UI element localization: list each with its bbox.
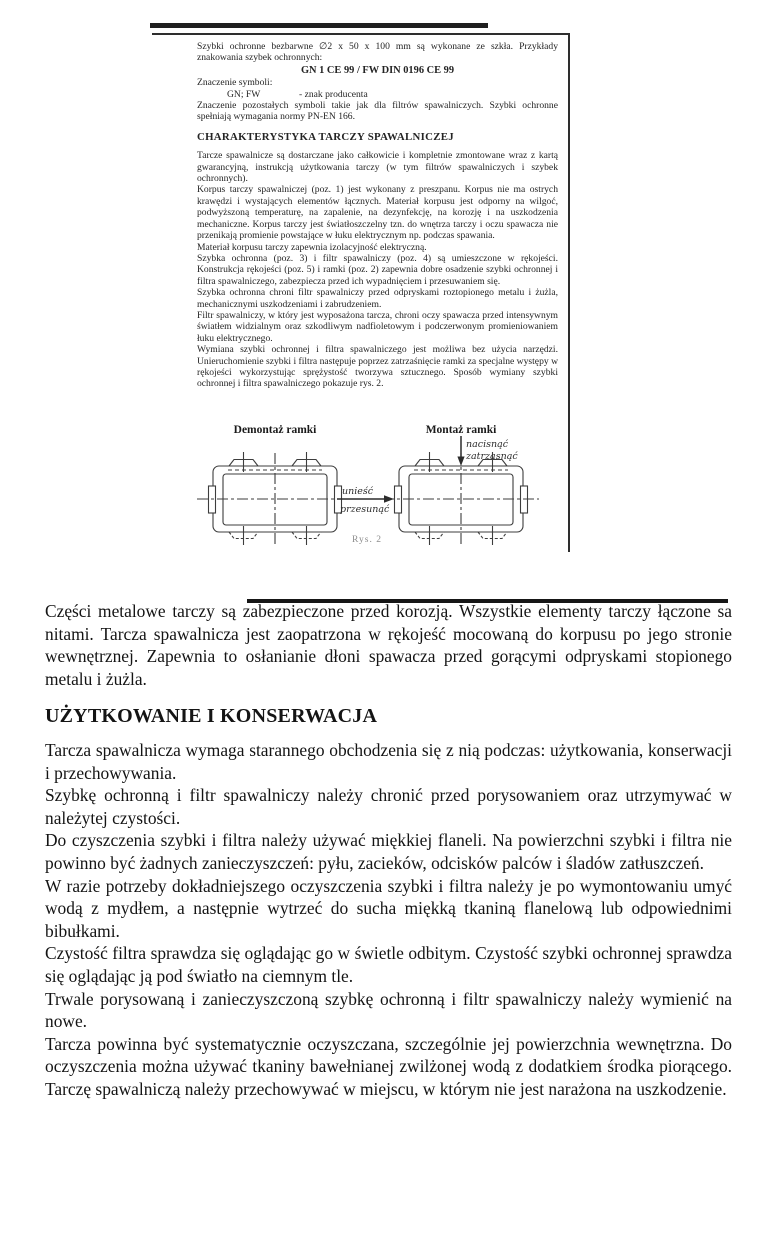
body-paragraph: Tarcza spawalnicza wymaga starannego obchodzenia się z nią podczas: użytkowania, konserwacji i przechowywania.: [45, 739, 732, 783]
lift-label-line1: unieść: [342, 486, 374, 497]
symbols-meaning: - znak producenta: [299, 88, 368, 100]
symbols-note: Znaczenie pozostałych symboli takie jak dla filtrów spawalniczych. Szybki ochronne spełniają wymagania normy PN-EN 166.: [197, 100, 558, 123]
press-arrow: [457, 436, 464, 466]
body-paragraph: Czystość filtra sprawdza się oglądając go w świetle odbitym. Czystość szybki ochronnej sprawdza się oglądając ją pod światło na ciemnym tle.: [45, 943, 732, 986]
body-paragraph: W razie potrzeby dokładniejszego oczyszczenia szybki i filtra należy je po wymontowaniu umyć wodą z mydłem, a następnie wytrzeć do sucha miękką tkaniną flanelową lub odpowiednimi bibułkami.: [45, 875, 732, 941]
frame-replacement-figure: [195, 418, 575, 570]
lift-label-line2: przesunąć: [340, 504, 390, 515]
figure-left-title: Demontaż ramki: [233, 424, 317, 436]
body-text-column: [45, 600, 732, 1100]
scan-paragraph: Materiał korpusu tarczy zapewnia izolacyjność elektryczną.: [197, 241, 427, 253]
symbols-row: [197, 89, 558, 100]
press-label-line1: nacisnąć: [466, 439, 509, 450]
figure-caption: Rys. 2: [352, 535, 382, 545]
symbols-label: Znaczenie symboli:: [197, 77, 273, 89]
scan-text-column: [197, 41, 558, 390]
press-label-line2: zatrzasnąć: [466, 451, 518, 462]
body-section-heading: UŻYTKOWANIE I KONSERWACJA: [45, 705, 378, 728]
scan-paragraph: Korpus tarczy spawalniczej (poz. 1) jest wykonany z preszpanu. Korpus nie ma ostrych krawędzi i wystających elementów łącznych. Materiał korpusu jest odporny na wilgoć, podwyższoną temperaturę, na zapalenie, na dezynfekcję, na korozję i na uszkodzenia mechaniczne. Korpus tarczy jest światłoszczelny tzn. do wnętrza tarczy i oczu spawacza nie przenikają promienie powstające w łuku elektrycznym np. podczas spawania.: [197, 184, 558, 242]
body-paragraph: Szybkę ochronną i filtr spawalniczy należy chronić przed porysowaniem oraz utrzymywać w należytej czystości.: [45, 785, 732, 828]
scanned-page: [152, 33, 570, 552]
body-intro-paragraph: Części metalowe tarczy są zabezpieczone przed korozją. Wszystkie elementy tarczy łączone sa nitami. Tarcza spawalnicza jest zaopatrzona w rękojeść mocowaną do korpusu po jego stronie wewnętrznej. Zapewnia to osłanianie dłoni spawacza przed gorącymi odpryskami stopionego metalu i żużla.: [45, 601, 732, 689]
marking-example: GN 1 CE 99 / FW DIN 0196 CE 99: [300, 64, 455, 76]
scan-paragraph: Szybka ochronna (poz. 3) i filtr spawalniczy (poz. 4) są umieszczone w rękojeści. Konstrukcja rękojeści (poz. 5) i ramki (poz. 2) zapewnia dobre osadzenie szybki ochronnej i filtra spawalniczego, zabezpiecza przed ich wypadnięciem i przesuwaniem się.: [197, 252, 558, 287]
frame-drawing-left: [197, 452, 353, 545]
scan-paragraph: Tarcze spawalnicze są dostarczane jako całkowicie i kompletnie zmontowane wraz z kartą gwarancyjną, instrukcją użytkowania tarczy (w tym filtrów spawalniczych i szybek ochronnych).: [197, 150, 558, 185]
figure-right-title: Montaż ramki: [425, 424, 497, 436]
body-paragraph: Trwale porysowaną i zanieczyszczoną szybkę ochronną i filtr spawalniczy należy wymienić na nowe.: [45, 988, 732, 1032]
body-paragraph: Do czyszczenia szybki i filtra należy używać miękkiej flaneli. Na powierzchni szybki i filtra nie powinno być żadnych zanieczyszczeń: pyłu, zacieków, odcisków palców i śladów zatłuszczeń.: [45, 830, 732, 873]
scan-paragraph: Wymiana szybki ochronnej i filtra spawalniczego jest możliwa bez użycia narzędzi. Unieruchomienie szybki i filtra następuje poprzez zatrzaśnięcie ramki za specjalne występy w rękojeści wykorzystując sprężystość tworzywa sztucznego. Sposób wymiany szybki ochronnej i filtra spawalniczego pokazuje rys. 2.: [197, 344, 558, 390]
scan-top-rule: [150, 23, 488, 28]
scan-paragraph: Szybka ochronna chroni filtr spawalniczy przed odpryskami roztopionego metalu i żużla, mechanicznymi uszkodzeniami i zabrudzeniem.: [197, 287, 558, 310]
body-paragraph: Tarcza powinna być systematycznie oczyszczana, szczególnie jej powierzchnia wewnętrzna. Do oczyszczenia można używać tkaniny bawełnianej zwilżonej wodą z dodatkiem środka piorącego. Tarczę spawalniczą należy przechowywać w miejscu, w którym nie jest narażona na uszkodzenie.: [45, 1033, 732, 1099]
scan-paragraph: Filtr spawalniczy, w który jest wyposażona tarcza, chroni oczy spawacza przed intensywnym światłem widzialnym oraz szkodliwym nadfioletowym i podczerwonym promieniowaniem łuku elektrycznego.: [197, 309, 558, 344]
scan-intro: Szybki ochronne bezbarwne ∅2 x 50 x 100 mm są wykonane ze szkła. Przykłady znakowania szybek ochronnych:: [197, 41, 558, 64]
symbols-code: GN; FW: [227, 88, 261, 100]
scan-section-heading: CHARAKTERYSTYKA TARCZY SPAWALNICZEJ: [197, 130, 454, 143]
